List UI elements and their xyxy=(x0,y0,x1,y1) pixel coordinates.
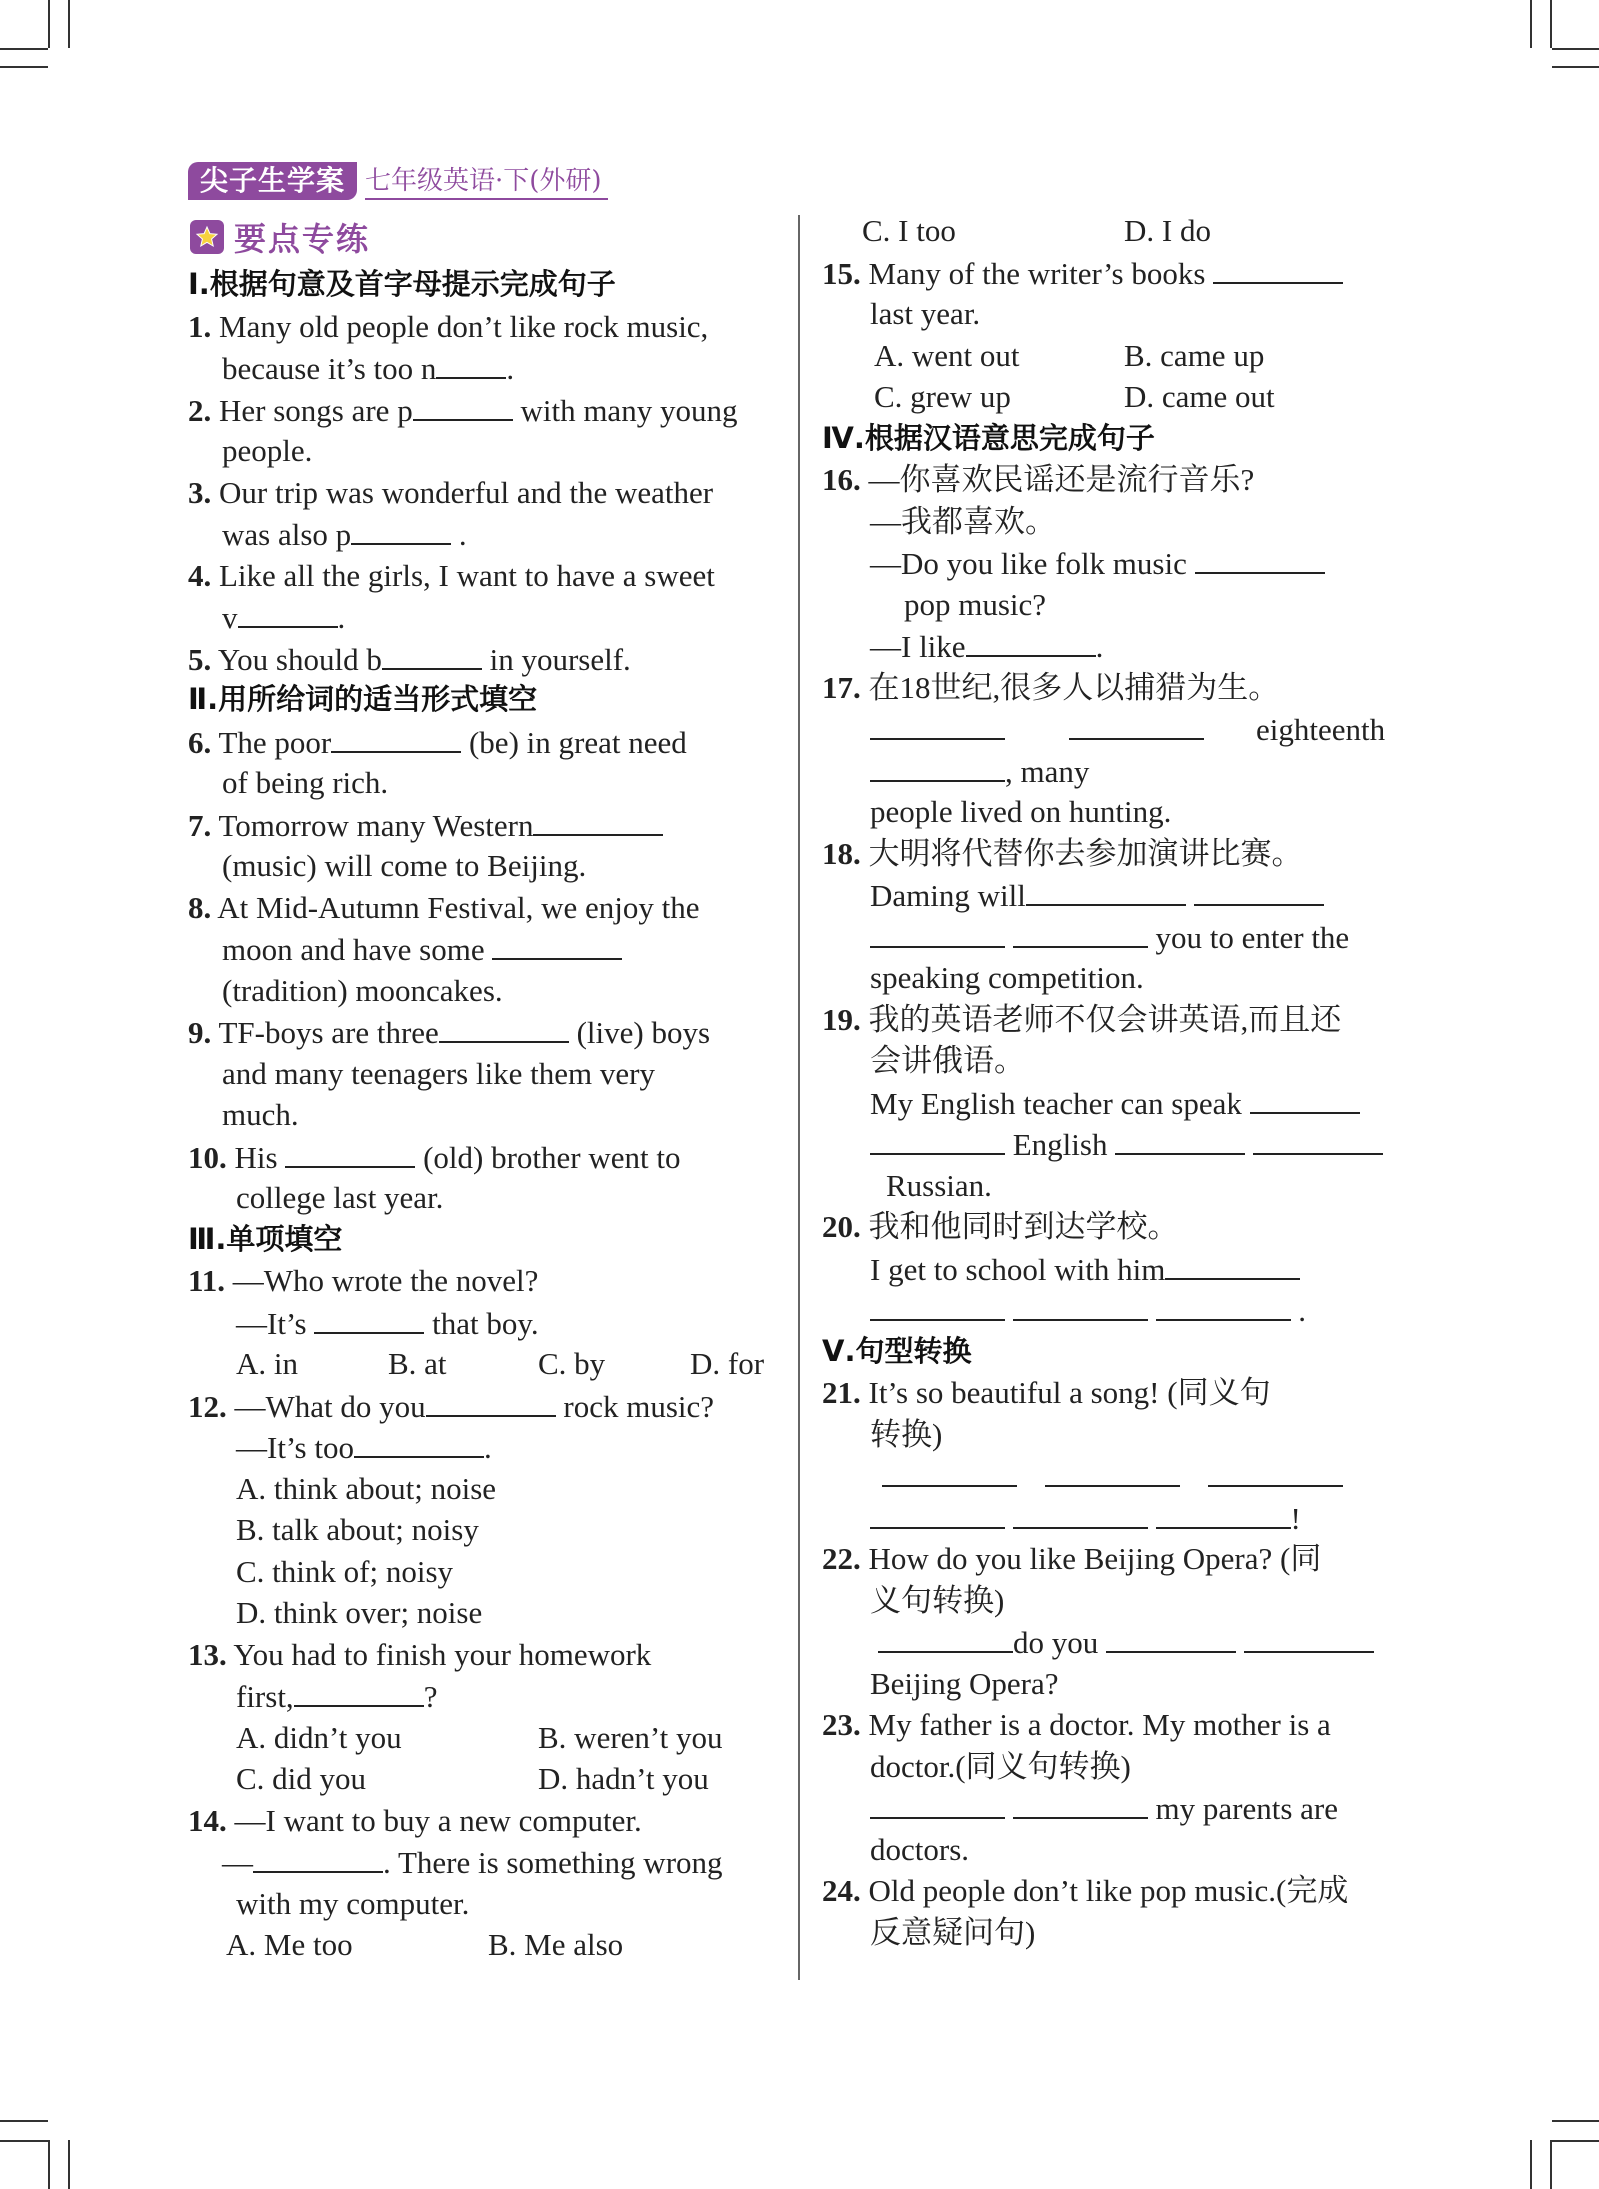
question-text: Beijing Opera? xyxy=(870,1665,1059,1701)
question-line xyxy=(822,874,1410,916)
question-text: You should b xyxy=(217,641,382,677)
question-15 xyxy=(822,252,1410,294)
answer-blank[interactable] xyxy=(870,916,1005,948)
question-text: rock music? xyxy=(563,1388,715,1424)
course-title: 七年级英语·下(外研) xyxy=(365,164,608,200)
crop-mark xyxy=(0,66,48,68)
crop-mark xyxy=(1552,48,1599,50)
question-text: You had to finish your homework xyxy=(233,1636,652,1672)
question-line xyxy=(822,1580,1410,1622)
section-3-title: Ⅲ.单项填空 xyxy=(188,1221,343,1256)
question-text: first, xyxy=(236,1679,294,1714)
question-text: TF-boys are three xyxy=(218,1015,439,1050)
question-line xyxy=(188,762,775,804)
question-line xyxy=(188,513,775,555)
crop-mark xyxy=(1550,0,1552,48)
question-line xyxy=(822,1829,1410,1871)
question-text: eighteenth xyxy=(1256,712,1386,747)
option-b[interactable]: B. Me also xyxy=(488,1927,624,1962)
question-line xyxy=(822,1455,1410,1497)
question-text: . xyxy=(337,600,346,635)
question-line xyxy=(188,970,775,1012)
option-a[interactable]: A. went out xyxy=(874,337,1020,373)
question-9 xyxy=(188,1011,775,1053)
answer-blank[interactable] xyxy=(1045,1455,1180,1487)
left-column xyxy=(188,264,775,1966)
question-number: 12. xyxy=(188,1388,227,1424)
question-text: was also p xyxy=(222,517,352,552)
question-text: —It’s xyxy=(236,1305,307,1341)
question-text: —What do you xyxy=(234,1388,426,1424)
question-text: with many young xyxy=(520,392,738,428)
answer-blank[interactable] xyxy=(533,804,663,836)
option-d[interactable]: D. think over; noise xyxy=(236,1595,483,1630)
question-text: 大明将代替你去参加演讲比赛。 xyxy=(868,835,1303,871)
options-row xyxy=(188,1924,775,1966)
crop-mark xyxy=(1552,2120,1599,2122)
answer-blank[interactable] xyxy=(285,1136,415,1168)
question-line xyxy=(188,1094,775,1136)
answer-blank[interactable] xyxy=(1250,1082,1360,1114)
crop-mark xyxy=(1552,66,1599,68)
question-line xyxy=(188,1841,775,1883)
right-column xyxy=(822,210,1410,1953)
question-line xyxy=(188,1675,775,1717)
question-line xyxy=(822,957,1410,999)
question-line xyxy=(822,708,1410,750)
options-row xyxy=(822,335,1410,377)
answer-blank[interactable] xyxy=(870,1123,1005,1155)
question-20 xyxy=(822,1206,1410,1248)
option-c[interactable]: C. grew up xyxy=(874,379,1011,414)
question-text: doctor.(同义句转换) xyxy=(870,1748,1131,1784)
question-7 xyxy=(188,804,775,846)
section-heading xyxy=(190,214,370,260)
question-text: (live) boys xyxy=(576,1015,711,1050)
answer-blank[interactable] xyxy=(870,750,1005,782)
brand-label: 尖子生学案 xyxy=(188,162,357,200)
crop-mark xyxy=(68,0,70,48)
question-text: —It’s too xyxy=(236,1430,354,1465)
question-line xyxy=(188,430,775,472)
answer-blank[interactable] xyxy=(1069,708,1204,740)
question-line xyxy=(822,791,1410,833)
section-title: 要点专练 xyxy=(234,220,371,258)
crop-mark xyxy=(1530,2140,1532,2189)
answer-blank[interactable] xyxy=(1244,1621,1374,1653)
question-text: college last year. xyxy=(236,1180,444,1215)
question-text: that boy. xyxy=(432,1305,539,1341)
question-text: (old) brother went to xyxy=(423,1139,681,1175)
question-text: 会讲俄语。 xyxy=(870,1043,1025,1078)
answer-blank[interactable] xyxy=(382,638,482,670)
question-number: 11. xyxy=(188,1263,226,1298)
question-text: . xyxy=(1095,629,1104,664)
answer-blank[interactable] xyxy=(1213,252,1343,284)
answer-blank[interactable] xyxy=(331,721,461,753)
answer-blank[interactable] xyxy=(1106,1621,1236,1653)
question-line xyxy=(188,347,775,389)
question-text: . xyxy=(483,1430,492,1465)
question-line xyxy=(822,750,1410,792)
answer-blank[interactable] xyxy=(492,928,622,960)
question-number: 6. xyxy=(188,724,212,760)
question-number: 16. xyxy=(822,462,861,497)
answer-blank[interactable] xyxy=(436,347,506,379)
answer-blank[interactable] xyxy=(1194,874,1324,906)
answer-blank[interactable] xyxy=(1156,1497,1291,1529)
question-text: Daming will xyxy=(870,878,1026,913)
question-text: 反意疑问句) xyxy=(870,1914,1036,1950)
question-text: Tomorrow many Western xyxy=(218,807,534,843)
question-text: 我和他同时到达学校。 xyxy=(868,1209,1179,1244)
question-16 xyxy=(822,459,1410,501)
question-line xyxy=(822,1248,1410,1290)
section-1-title: Ⅰ.根据句意及首字母提示完成句子 xyxy=(188,267,616,301)
question-number: 8. xyxy=(188,889,212,925)
question-2 xyxy=(188,389,775,431)
question-line xyxy=(822,916,1410,958)
question-12 xyxy=(188,1385,775,1427)
question-text: — xyxy=(222,1845,253,1880)
question-number: 22. xyxy=(822,1541,861,1576)
question-text: and many teenagers like them very xyxy=(222,1055,655,1091)
question-11 xyxy=(188,1260,775,1302)
question-text: It’s so beautiful a song! (同义句 xyxy=(868,1375,1271,1410)
question-line xyxy=(188,596,775,638)
option-b[interactable]: B. weren’t you xyxy=(538,1719,723,1755)
section-2-title: Ⅱ.用所给词的适当形式填空 xyxy=(188,682,538,716)
crop-mark xyxy=(0,2140,48,2142)
question-text: . There is something wrong xyxy=(383,1845,723,1880)
crop-mark xyxy=(0,48,48,50)
question-text: —I want to buy a new computer. xyxy=(234,1802,642,1838)
question-23 xyxy=(822,1704,1410,1746)
option-b[interactable]: B. came up xyxy=(1124,337,1265,373)
question-8 xyxy=(188,887,775,929)
answer-blank[interactable] xyxy=(966,625,1096,657)
options-row xyxy=(188,1758,775,1800)
question-text: At Mid-Autumn Festival, we enjoy the xyxy=(217,889,700,925)
question-text: Our trip was wonderful and the weather xyxy=(219,474,714,510)
question-text: —I like xyxy=(870,629,966,664)
option-d[interactable]: D. hadn’t you xyxy=(538,1761,709,1796)
question-17 xyxy=(822,667,1410,709)
question-number: 20. xyxy=(822,1209,861,1244)
question-text: doctors. xyxy=(870,1831,970,1867)
option-a[interactable]: A. in xyxy=(236,1346,298,1381)
crop-mark xyxy=(1552,2140,1599,2142)
question-21 xyxy=(822,1372,1410,1414)
question-line xyxy=(822,1497,1410,1539)
question-6 xyxy=(188,721,775,763)
question-text: —我都喜欢。 xyxy=(870,503,1056,539)
question-line xyxy=(822,1082,1410,1124)
question-19 xyxy=(822,999,1410,1041)
option-c[interactable]: C. think of; noisy xyxy=(236,1553,454,1589)
question-text: Like all the girls, I want to have a sweet xyxy=(219,557,715,593)
question-text: 转换) xyxy=(870,1416,943,1452)
question-text: ? xyxy=(423,1679,438,1714)
question-line xyxy=(822,1165,1410,1207)
crop-mark xyxy=(48,2140,50,2189)
question-text: (be) in great need xyxy=(468,724,687,760)
answer-blank[interactable] xyxy=(1165,1248,1300,1280)
question-number: 2. xyxy=(188,392,212,428)
question-line xyxy=(188,928,775,970)
answer-blank[interactable] xyxy=(253,1841,383,1873)
answer-blank[interactable] xyxy=(1026,874,1186,906)
question-18 xyxy=(822,833,1410,875)
question-line xyxy=(822,1787,1410,1829)
answer-blank[interactable] xyxy=(238,596,338,628)
question-text: How do you like Beijing Opera? (同 xyxy=(868,1541,1322,1576)
question-text: —Who wrote the novel? xyxy=(232,1263,539,1298)
question-text: Old people don’t like pop music.(完成 xyxy=(868,1873,1349,1908)
question-text: I get to school with him xyxy=(870,1251,1166,1287)
question-number: 15. xyxy=(822,255,861,291)
question-text: of being rich. xyxy=(222,765,389,800)
answer-blank[interactable] xyxy=(870,1289,1005,1321)
question-line xyxy=(822,1040,1410,1082)
question-number: 3. xyxy=(188,474,212,510)
question-text: people. xyxy=(222,433,313,468)
question-line xyxy=(188,1053,775,1095)
answer-blank[interactable] xyxy=(882,1455,1017,1487)
options-row xyxy=(822,210,1410,252)
question-14 xyxy=(188,1800,775,1842)
question-number: 14. xyxy=(188,1802,227,1838)
question-number: 9. xyxy=(188,1015,212,1050)
option-a[interactable]: A. didn’t you xyxy=(236,1719,402,1755)
answer-blank[interactable] xyxy=(354,1426,484,1458)
question-text: 义句转换) xyxy=(870,1582,1005,1618)
option-c[interactable]: C. I too xyxy=(862,213,956,248)
option-d[interactable]: D. for xyxy=(690,1346,765,1381)
option-d[interactable]: D. I do xyxy=(1124,213,1211,248)
answer-blank[interactable] xyxy=(1156,1289,1291,1321)
question-text: moon and have some xyxy=(222,932,485,967)
answer-blank[interactable] xyxy=(351,513,451,545)
question-10 xyxy=(188,1136,775,1178)
answer-blank[interactable] xyxy=(1013,1787,1148,1819)
question-line xyxy=(822,1746,1410,1788)
question-number: 18. xyxy=(822,835,861,871)
question-line xyxy=(822,1621,1410,1663)
question-1 xyxy=(188,306,775,348)
answer-blank[interactable] xyxy=(439,1011,569,1043)
answer-blank[interactable] xyxy=(413,389,513,421)
question-text: My father is a doctor. My mother is a xyxy=(868,1707,1331,1742)
question-line xyxy=(822,293,1410,335)
question-line xyxy=(188,845,775,887)
question-line xyxy=(822,1912,1410,1954)
option-c[interactable]: C. by xyxy=(538,1346,606,1381)
question-text: —Do you like folk music xyxy=(870,546,1187,581)
option-a[interactable]: A. think about; noise xyxy=(236,1470,497,1506)
question-text: Many old people don’t like rock music, xyxy=(219,308,709,344)
crop-mark xyxy=(0,2120,48,2122)
question-line xyxy=(822,1289,1410,1331)
answer-blank[interactable] xyxy=(1115,1123,1245,1155)
question-24 xyxy=(822,1870,1410,1912)
question-22 xyxy=(822,1538,1410,1580)
question-text: . xyxy=(458,517,467,552)
question-number: 4. xyxy=(188,557,212,593)
star-icon xyxy=(190,220,224,254)
question-line xyxy=(822,1414,1410,1456)
question-number: 1. xyxy=(188,308,212,344)
question-number: 10. xyxy=(188,1139,227,1175)
question-line xyxy=(822,542,1410,584)
crop-mark xyxy=(1530,0,1532,48)
option-d[interactable]: D. came out xyxy=(1124,379,1275,414)
question-13 xyxy=(188,1634,775,1676)
question-line xyxy=(188,1177,775,1219)
question-line xyxy=(822,1663,1410,1705)
answer-blank[interactable] xyxy=(870,1787,1005,1819)
question-text: —你喜欢民谣还是流行音乐? xyxy=(868,462,1255,497)
question-text: The poor xyxy=(218,724,332,760)
question-text: with my computer. xyxy=(236,1885,470,1921)
question-number: 5. xyxy=(188,641,212,677)
options-row xyxy=(188,1343,775,1385)
section-5-title: Ⅴ.句型转换 xyxy=(822,1333,972,1368)
question-text: 我的英语老师不仅会讲英语,而且还 xyxy=(868,1001,1342,1037)
options-row xyxy=(188,1717,775,1759)
question-text: ! xyxy=(1290,1500,1301,1536)
question-text: My English teacher can speak xyxy=(870,1085,1242,1121)
question-text: in yourself. xyxy=(489,641,631,677)
question-number: 13. xyxy=(188,1636,227,1672)
question-text: pop music? xyxy=(904,586,1047,622)
question-line xyxy=(188,1883,775,1925)
question-line xyxy=(188,1302,775,1344)
answer-blank[interactable] xyxy=(870,708,1005,740)
answer-blank[interactable] xyxy=(878,1621,1013,1653)
question-text: . xyxy=(506,351,515,386)
question-text: v xyxy=(222,600,238,635)
question-3 xyxy=(188,472,775,514)
question-line xyxy=(188,1426,775,1468)
crop-mark xyxy=(68,2140,70,2189)
question-text: , many xyxy=(1005,753,1090,789)
answer-blank[interactable] xyxy=(1195,542,1325,574)
question-line xyxy=(822,501,1410,543)
option-b[interactable]: B. at xyxy=(388,1346,447,1381)
option-a[interactable]: A. Me too xyxy=(226,1927,353,1962)
question-text: you to enter the xyxy=(1155,919,1350,955)
answer-blank[interactable] xyxy=(1253,1123,1383,1155)
column-divider xyxy=(798,215,800,1980)
options-row xyxy=(822,376,1410,418)
question-number: 23. xyxy=(822,1707,861,1742)
answer-blank[interactable] xyxy=(1013,916,1148,948)
question-line xyxy=(822,1123,1410,1165)
question-text: Her songs are p xyxy=(219,392,413,428)
page-header xyxy=(188,160,608,200)
question-text: do you xyxy=(1013,1625,1099,1660)
question-number: 24. xyxy=(822,1873,861,1908)
question-line xyxy=(822,584,1410,626)
question-text: His xyxy=(234,1139,278,1175)
question-text: . xyxy=(1298,1293,1306,1328)
question-4 xyxy=(188,555,775,597)
question-line xyxy=(822,625,1410,667)
answer-blank[interactable] xyxy=(1013,1497,1148,1529)
option-c[interactable]: C. did you xyxy=(236,1761,367,1796)
answer-blank[interactable] xyxy=(294,1675,424,1707)
question-text: people lived on hunting. xyxy=(870,794,1172,829)
question-text: (tradition) mooncakes. xyxy=(222,972,503,1008)
answer-blank[interactable] xyxy=(1208,1455,1343,1487)
question-number: 19. xyxy=(822,1001,861,1037)
question-text: Many of the writer’s books xyxy=(868,255,1206,291)
question-number: 7. xyxy=(188,807,212,843)
section-4-title: Ⅳ.根据汉语意思完成句子 xyxy=(822,420,1155,455)
question-text: because it’s too n xyxy=(222,351,437,386)
answer-blank[interactable] xyxy=(870,1497,1005,1529)
question-text: Russian. xyxy=(886,1167,992,1203)
crop-mark xyxy=(48,0,50,48)
question-text: English xyxy=(1012,1127,1108,1162)
question-number: 21. xyxy=(822,1375,861,1410)
question-text: last year. xyxy=(870,296,981,331)
question-5 xyxy=(188,638,775,680)
answer-blank[interactable] xyxy=(426,1385,556,1417)
answer-blank[interactable] xyxy=(1013,1289,1148,1321)
option-b[interactable]: B. talk about; noisy xyxy=(236,1512,479,1547)
crop-mark xyxy=(1550,2140,1552,2189)
question-text: much. xyxy=(222,1097,299,1132)
question-text: speaking competition. xyxy=(870,960,1144,995)
question-text: 在18世纪,很多人以捕猎为生。 xyxy=(868,669,1280,705)
answer-blank[interactable] xyxy=(314,1302,424,1334)
question-number: 17. xyxy=(822,669,861,705)
question-text: (music) will come to Beijing. xyxy=(222,848,587,883)
question-text: my parents are xyxy=(1155,1791,1338,1826)
